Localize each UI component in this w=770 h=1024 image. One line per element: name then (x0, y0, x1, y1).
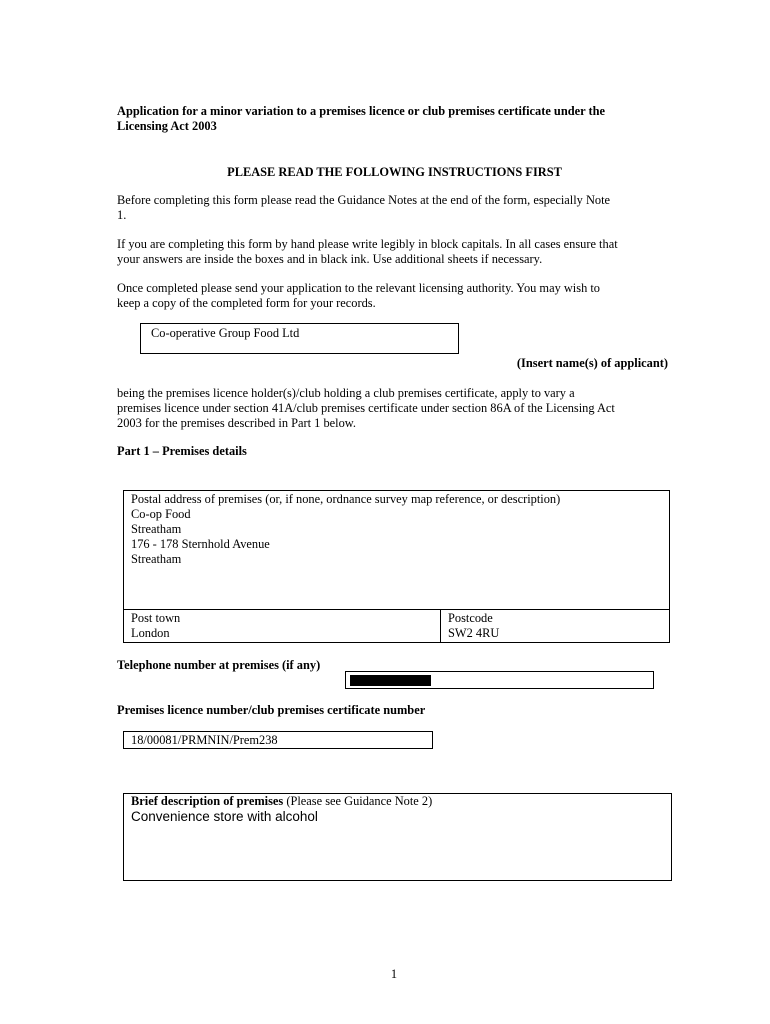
premises-description-note: (Please see Guidance Note 2) (283, 794, 433, 808)
telephone-label: Telephone number at premises (if any) (117, 658, 321, 672)
premises-address-label: Postal address of premises (or, if none, ordnance survey map reference, or description) (131, 492, 561, 506)
premises-address-line1: Co-op Food (131, 507, 191, 521)
licence-number-field[interactable] (123, 731, 433, 749)
instruction-1 (117, 193, 672, 223)
premises-address-field[interactable] (123, 490, 670, 610)
form-title (117, 104, 672, 134)
licence-number-value: 18/00081/PRMNIN/Prem238 (131, 733, 278, 747)
instruction-3-line1: Once completed please send your application to the relevant licensing authority. You may wish to (117, 281, 601, 295)
premises-description-value: Convenience store with alcohol (131, 809, 318, 824)
postcode-field[interactable] (440, 609, 670, 643)
post-town-field[interactable] (123, 609, 441, 643)
applicant-name-field[interactable] (140, 323, 459, 354)
statement-line2: premises licence under section 41A/club premises certificate under section 86A of the Licensing Act (117, 401, 615, 415)
instruction-2-line2: your answers are inside the boxes and in black ink. Use additional sheets if necessary. (117, 252, 543, 266)
instruction-2-line1: If you are completing this form by hand please write legibly in block capitals. In all cases ensure that (117, 237, 618, 251)
form-title-line2: Licensing Act 2003 (117, 119, 217, 133)
instruction-2 (117, 237, 672, 267)
instruction-3-line2: keep a copy of the completed form for your records. (117, 296, 376, 310)
applicant-caption: (Insert name(s) of applicant) (516, 356, 668, 370)
postcode-label: Postcode (448, 611, 493, 625)
premises-address-line4: Streatham (131, 552, 182, 566)
premises-address-line3: 176 - 178 Sternhold Avenue (131, 537, 270, 551)
instruction-3 (117, 281, 672, 311)
telephone-field[interactable] (345, 671, 654, 689)
statement-line1: being the premises licence holder(s)/club holding a club premises certificate, apply to vary a (117, 386, 575, 400)
telephone-redaction (350, 675, 431, 686)
form-title-line1: Application for a minor variation to a premises licence or club premises certificate under the (117, 104, 605, 118)
premises-address-line2: Streatham (131, 522, 182, 536)
instruction-1-line2: 1. (117, 208, 127, 222)
page-number: 1 (390, 967, 398, 981)
post-town-label: Post town (131, 611, 181, 625)
applicant-name-value: Co-operative Group Food Ltd (151, 326, 300, 340)
instructions-heading: PLEASE READ THE FOLLOWING INSTRUCTIONS FIRST (227, 165, 562, 179)
premises-description-label: Brief description of premises (131, 794, 284, 808)
postcode-value: SW2 4RU (448, 626, 500, 640)
part1-heading: Part 1 – Premises details (117, 444, 247, 458)
premises-description-field[interactable] (123, 793, 672, 881)
statement-line3: 2003 for the premises described in Part 1 below. (117, 416, 357, 430)
applicant-statement (117, 386, 672, 431)
licence-number-label: Premises licence number/club premises certificate number (117, 703, 426, 717)
post-town-value: London (131, 626, 170, 640)
instruction-1-line1: Before completing this form please read the Guidance Notes at the end of the form, especially Note (117, 193, 611, 207)
premises-description-label-row (131, 794, 664, 809)
